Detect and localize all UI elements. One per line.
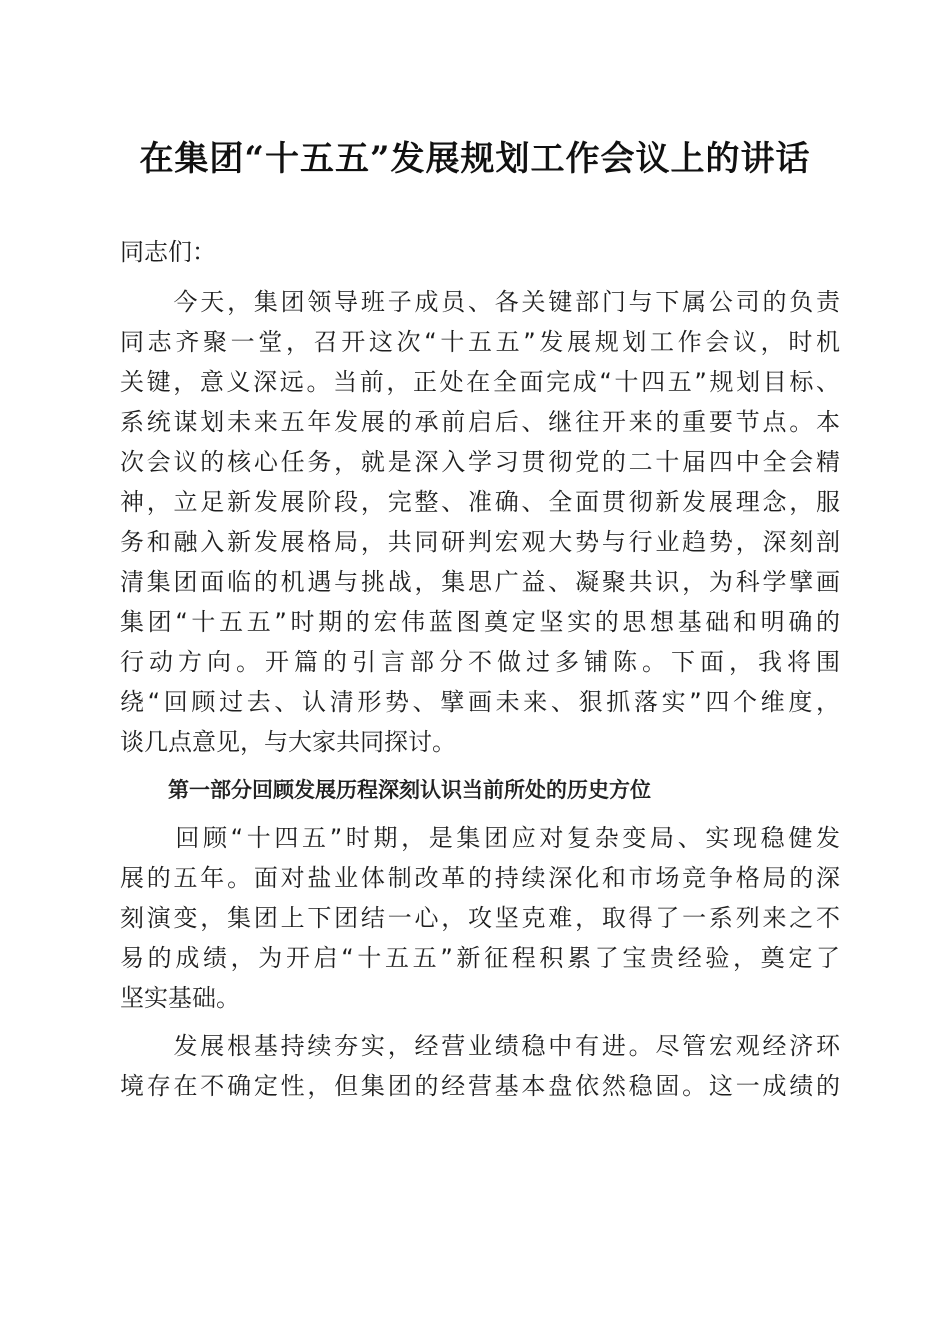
text-line: 今天，集团领导班子成员、各关键部门与下属公司的负责 <box>120 288 840 316</box>
text-line: 发展根基持续夯实，经营业绩稳中有进。尽管宏观经济环 <box>120 1032 840 1060</box>
text-line: 务和融入新发展格局，共同研判宏观大势与行业趋势，深刻剖 <box>120 528 840 556</box>
text-line: 次会议的核心任务，就是深入学习贯彻党的二十届四中全会精 <box>120 448 840 476</box>
text-line: 刻演变，集团上下团结一心，攻坚克难，取得了一系列来之不 <box>120 904 840 932</box>
document-body <box>120 232 840 1114</box>
section-heading: 第一部分回顾发展历程深刻认识当前所处的历史方位 <box>168 777 651 802</box>
text-line: 绕“回顾过去、认清形势、擘画未来、狠抓落实”四个维度， <box>120 688 840 716</box>
paragraph-review <box>120 818 840 1018</box>
text-line: 集团“十五五”时期的宏伟蓝图奠定坚实的思想基础和明确的 <box>120 608 840 636</box>
paragraph-intro <box>120 282 840 762</box>
text-line: 谈几点意见，与大家共同探讨。 <box>120 728 456 756</box>
paragraph-foundation <box>120 1026 840 1106</box>
document-title: 在集团“十五五”发展规划工作会议上的讲话 <box>139 139 811 179</box>
text-line: 坚实基础。 <box>120 984 240 1012</box>
text-line: 清集团面临的机遇与挑战，集思广益、凝聚共识，为科学擘画 <box>120 568 840 596</box>
text-line: 回顾“十四五”时期，是集团应对复杂变局、实现稳健发 <box>120 824 840 852</box>
salutation: 同志们： <box>120 238 216 266</box>
text-line: 展的五年。面对盐业体制改革的持续深化和市场竞争格局的深 <box>120 864 840 892</box>
text-line: 神，立足新发展阶段，完整、准确、全面贯彻新发展理念，服 <box>120 488 840 516</box>
text-line: 系统谋划未来五年发展的承前启后、继往开来的重要节点。本 <box>120 408 840 436</box>
text-line: 境存在不确定性，但集团的经营基本盘依然稳固。这一成绩的 <box>120 1072 840 1100</box>
text-line: 同志齐聚一堂，召开这次“十五五”发展规划工作会议，时机 <box>120 328 840 356</box>
text-line: 行动方向。开篇的引言部分不做过多铺陈。下面，我将围 <box>120 648 840 676</box>
text-line: 易的成绩，为开启“十五五”新征程积累了宝贵经验，奠定了 <box>120 944 840 972</box>
text-line: 关键，意义深远。当前，正处在全面完成“十四五”规划目标、 <box>120 368 840 396</box>
